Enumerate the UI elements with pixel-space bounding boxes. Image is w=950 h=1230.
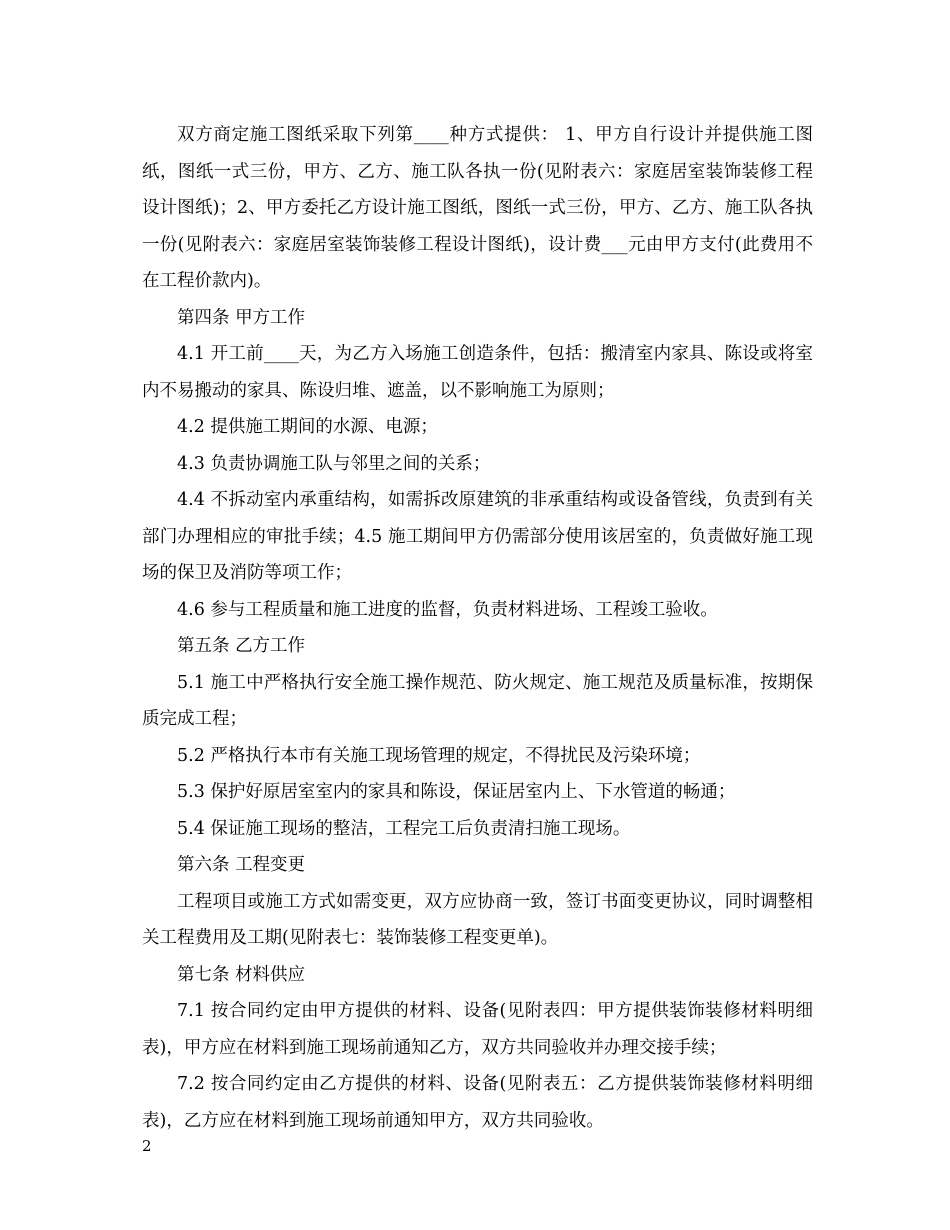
- clause-5-3: 5.3 保护好原居室室内的家具和陈设，保证居室内上、下水管道的畅通；: [177, 782, 736, 802]
- clause-4-3: 4.3 负责协调施工队与邻里之间的关系；: [177, 453, 491, 474]
- clause-5-4: 5.4 保证施工现场的整洁，工程完工后负责清扫施工现场。: [177, 818, 631, 839]
- clause-4-6: 4.6 参与工程质量和施工进度的监督，负责材料进场、工程竣工验收。: [177, 599, 718, 620]
- clause-4-4-4-5: 4.4 不拆动室内承重结构，如需拆改原建筑的非承重结构或设备管线，负责到有关部门办理相应的审批手续；4.5 施工期间甲方仍需部分使用该居室的，负责做好施工现场的保卫及消防等项工作；: [142, 490, 813, 583]
- paragraph-project-change: 工程项目或施工方式如需变更，双方应协商一致，签订书面变更协议，同时调整相关工程费用及工期(见附表七：装饰装修工程变更单)。: [142, 891, 813, 948]
- section-heading-article-7: 第七条 材料供应: [177, 964, 306, 985]
- paragraph-drawings-provision: 双方商定施工图纸采取下列第____种方式提供： 1、甲方自行设计并提供施工图纸，图纸一式三份，甲方、乙方、施工队各执一份(见附表六：家庭居室装饰装修工程设计图纸)；2、甲方委托乙方设计施工图纸，图纸一式三份，甲方、乙方、施工队各执一份(见附表六：家庭居室装饰装修工程设计图纸)，设计费___元由甲方支付(此费用不在工程价款内)。: [142, 125, 813, 291]
- clause-4-2: 4.2 提供施工期间的水源、电源；: [177, 417, 438, 437]
- section-heading-article-4: 第四条 甲方工作: [177, 307, 306, 328]
- clause-5-1: 5.1 施工中严格执行安全施工操作规范、防火规定、施工规范及质量标准，按期保质完成工程；: [142, 672, 813, 729]
- clause-4-1: 4.1 开工前____天，为乙方入场施工创造条件，包括：搬清室内家具、陈设或将室内不易搬动的家具、陈设归堆、遮盖，以不影响施工为原则；: [142, 344, 813, 401]
- clause-7-1: 7.1 按合同约定由甲方提供的材料、设备(见附表四：甲方提供装饰装修材料明细表)，甲方应在材料到施工现场前通知乙方，双方共同验收并办理交接手续；: [142, 1001, 813, 1058]
- document-body: [142, 117, 813, 1139]
- page-number: 2: [142, 1137, 152, 1155]
- section-heading-article-5: 第五条 乙方工作: [177, 636, 306, 656]
- clause-5-2: 5.2 严格执行本市有关施工现场管理的规定，不得扰民及污染环境；: [177, 745, 701, 766]
- clause-7-2: 7.2 按合同约定由乙方提供的材料、设备(见附表五：乙方提供装饰装修材料明细表)，乙方应在材料到施工现场前通知甲方，双方共同验收。: [142, 1074, 813, 1131]
- section-heading-article-6: 第六条 工程变更: [177, 855, 306, 875]
